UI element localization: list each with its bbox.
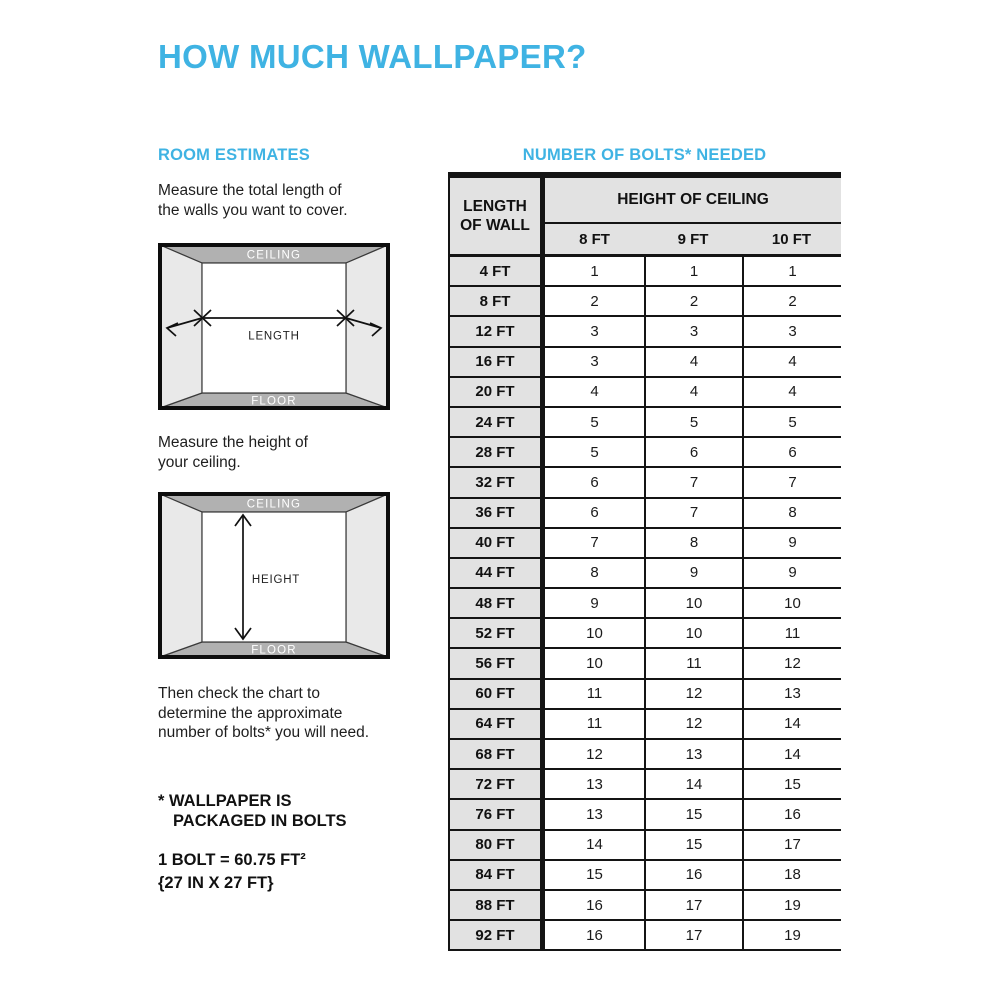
bolt-count-cell: 4: [742, 378, 841, 406]
table-row: [450, 468, 841, 498]
bolt-count-cell: 9: [742, 559, 841, 587]
room-length-diagram: [158, 243, 390, 410]
wall-length-cell: 64 FT: [450, 710, 545, 738]
bolt-count-cell: 12: [644, 680, 742, 708]
wall-length-cell: 52 FT: [450, 619, 545, 647]
bolt-count-cell: 4: [644, 348, 742, 376]
wall-length-cell: 8 FT: [450, 287, 545, 315]
bolt-count-cell: 12: [742, 649, 841, 677]
floor-label: FLOOR: [251, 395, 297, 408]
wall-length-cell: 84 FT: [450, 861, 545, 889]
col-header-10ft: 10 FT: [771, 230, 812, 248]
table-row: [450, 619, 841, 649]
wall-length-cell: 4 FT: [450, 257, 545, 285]
wall-length-cell: 80 FT: [450, 831, 545, 859]
bolt-count-cell: 8: [545, 559, 644, 587]
table-row: [450, 317, 841, 347]
bolt-count-cell: 19: [742, 921, 841, 949]
table-row: [450, 348, 841, 378]
wall-length-cell: 60 FT: [450, 680, 545, 708]
bolt-count-cell: 16: [644, 861, 742, 889]
wall-length-cell: 88 FT: [450, 891, 545, 919]
wall-length-cell: 92 FT: [450, 921, 545, 949]
bolt-count-cell: 4: [545, 378, 644, 406]
step1-line2: the walls you want to cover.: [158, 201, 348, 219]
bolt-count-cell: 10: [644, 589, 742, 617]
step3-line1: Then check the chart to: [158, 685, 320, 702]
wall-length-cell: 28 FT: [450, 438, 545, 466]
length-of-wall-line2: OF WALL: [460, 217, 530, 234]
height-label: HEIGHT: [251, 574, 301, 586]
bolt-count-cell: 7: [742, 468, 841, 496]
bolt-count-cell: 17: [644, 891, 742, 919]
bolts-table-body: [450, 257, 841, 951]
wall-length-cell: 40 FT: [450, 529, 545, 557]
bolt-count-cell: 17: [742, 831, 841, 859]
table-row: [450, 861, 841, 891]
ceiling-height-header-group: [545, 178, 841, 257]
bolt-count-cell: 6: [545, 499, 644, 527]
wallpaper-bolts-footnote: [158, 791, 347, 831]
bolt-count-cell: 10: [545, 649, 644, 677]
wall-length-cell: 48 FT: [450, 589, 545, 617]
back-wall: [202, 263, 346, 393]
left-wall: [160, 494, 202, 657]
wall-length-cell: 16 FT: [450, 348, 545, 376]
table-row: [450, 257, 841, 287]
wall-length-cell: 20 FT: [450, 378, 545, 406]
table-row: [450, 831, 841, 861]
bolt-count-cell: 11: [644, 649, 742, 677]
ceiling-label: CEILING: [246, 249, 302, 262]
table-row: [450, 499, 841, 529]
bolt-size-line1: 1 BOLT = 60.75 FT²: [158, 851, 306, 869]
bolt-count-cell: 6: [545, 468, 644, 496]
bolt-count-cell: 17: [644, 921, 742, 949]
bolt-count-cell: 4: [644, 378, 742, 406]
bolt-count-cell: 13: [545, 800, 644, 828]
step1-instructions: [158, 181, 348, 220]
bolt-count-cell: 1: [742, 257, 841, 285]
length-of-wall-header: [450, 178, 545, 257]
bolt-count-cell: 1: [545, 257, 644, 285]
bolt-count-cell: 5: [545, 438, 644, 466]
bolt-count-cell: 11: [545, 680, 644, 708]
table-row: [450, 559, 841, 589]
room-estimates-heading: ROOM ESTIMATES: [158, 146, 310, 164]
bolt-count-cell: 2: [742, 287, 841, 315]
table-row: [450, 589, 841, 619]
bolt-count-cell: 10: [742, 589, 841, 617]
step2-line1: Measure the height of: [158, 434, 308, 451]
ceiling-height-subheaders: [545, 224, 841, 257]
step3-instructions: [158, 684, 369, 743]
bolt-count-cell: 2: [644, 287, 742, 315]
bolt-size-note: [158, 849, 306, 895]
bolt-count-cell: 15: [545, 861, 644, 889]
bolt-count-cell: 15: [644, 800, 742, 828]
bolt-count-cell: 16: [742, 800, 841, 828]
ceiling-label: CEILING: [246, 498, 302, 511]
step2-instructions: [158, 433, 308, 472]
table-row: [450, 800, 841, 830]
table-row: [450, 649, 841, 679]
footnote-line2: PACKAGED IN BOLTS: [173, 812, 347, 830]
bolt-count-cell: 4: [742, 348, 841, 376]
bolt-count-cell: 14: [644, 770, 742, 798]
wall-length-cell: 76 FT: [450, 800, 545, 828]
right-wall: [346, 494, 388, 657]
table-row: [450, 680, 841, 710]
col-header-8ft: 8 FT: [579, 230, 610, 248]
page-title: HOW MUCH WALLPAPER?: [158, 38, 587, 75]
bolt-count-cell: 10: [644, 619, 742, 647]
bolt-count-cell: 5: [742, 408, 841, 436]
bolt-count-cell: 13: [742, 680, 841, 708]
wall-length-cell: 56 FT: [450, 649, 545, 677]
bolt-count-cell: 19: [742, 891, 841, 919]
bolt-count-cell: 11: [742, 619, 841, 647]
step2-line2: your ceiling.: [158, 453, 241, 471]
bolt-count-cell: 7: [644, 499, 742, 527]
bolt-count-cell: 6: [644, 438, 742, 466]
step3-line3: number of bolts* you will need.: [158, 724, 370, 741]
wall-length-cell: 24 FT: [450, 408, 545, 436]
bolt-count-cell: 7: [545, 529, 644, 557]
bolt-count-cell: 2: [545, 287, 644, 315]
bolt-count-cell: 9: [545, 589, 644, 617]
table-row: [450, 408, 841, 438]
table-row: [450, 287, 841, 317]
wall-length-cell: 68 FT: [450, 740, 545, 768]
step3-line2: determine the approximate: [158, 704, 343, 722]
table-row: [450, 378, 841, 408]
table-row: [450, 740, 841, 770]
bolt-count-cell: 9: [644, 559, 742, 587]
wall-length-cell: 44 FT: [450, 559, 545, 587]
bolt-count-cell: 7: [644, 468, 742, 496]
wall-length-cell: 72 FT: [450, 770, 545, 798]
bolt-count-cell: 15: [644, 831, 742, 859]
bolt-count-cell: 3: [644, 317, 742, 345]
bolt-count-cell: 13: [644, 740, 742, 768]
bolt-count-cell: 14: [742, 740, 841, 768]
bolt-count-cell: 18: [742, 861, 841, 889]
wall-length-cell: 32 FT: [450, 468, 545, 496]
height-of-ceiling-header: HEIGHT OF CEILING: [545, 178, 841, 224]
bolt-count-cell: 10: [545, 619, 644, 647]
table-row: [450, 770, 841, 800]
bolt-count-cell: 5: [644, 408, 742, 436]
right-wall: [346, 245, 388, 408]
table-row: [450, 438, 841, 468]
bolt-count-cell: 16: [545, 921, 644, 949]
step1-line1: Measure the total length of: [158, 182, 342, 199]
table-row: [450, 921, 841, 951]
wall-length-cell: 12 FT: [450, 317, 545, 345]
footnote-line1: * WALLPAPER IS: [158, 792, 292, 810]
bolts-table-header: [450, 178, 841, 257]
bolt-count-cell: 6: [742, 438, 841, 466]
table-row: [450, 891, 841, 921]
bolt-count-cell: 11: [545, 710, 644, 738]
bolts-table: [448, 172, 841, 951]
bolt-count-cell: 12: [644, 710, 742, 738]
bolt-count-cell: 3: [545, 317, 644, 345]
floor-label: FLOOR: [251, 644, 297, 657]
table-row: [450, 710, 841, 740]
bolt-size-line2: {27 IN X 27 FT}: [158, 874, 274, 892]
bolt-count-cell: 15: [742, 770, 841, 798]
bolt-count-cell: 3: [742, 317, 841, 345]
left-wall: [160, 245, 202, 408]
bolt-count-cell: 14: [742, 710, 841, 738]
length-of-wall-line1: LENGTH: [463, 198, 527, 215]
bolt-count-cell: 3: [545, 348, 644, 376]
col-header-9ft: 9 FT: [677, 230, 709, 248]
bolt-count-cell: 12: [545, 740, 644, 768]
bolt-count-cell: 5: [545, 408, 644, 436]
table-row: [450, 529, 841, 559]
wall-length-cell: 36 FT: [450, 499, 545, 527]
bolt-count-cell: 1: [644, 257, 742, 285]
room-height-diagram: [158, 492, 390, 659]
length-label: LENGTH: [248, 330, 300, 343]
bolt-count-cell: 8: [644, 529, 742, 557]
bolt-count-cell: 16: [545, 891, 644, 919]
bolts-needed-heading: NUMBER OF BOLTS* NEEDED: [522, 146, 767, 164]
bolt-count-cell: 9: [742, 529, 841, 557]
bolt-count-cell: 14: [545, 831, 644, 859]
bolt-count-cell: 13: [545, 770, 644, 798]
bolt-count-cell: 8: [742, 499, 841, 527]
